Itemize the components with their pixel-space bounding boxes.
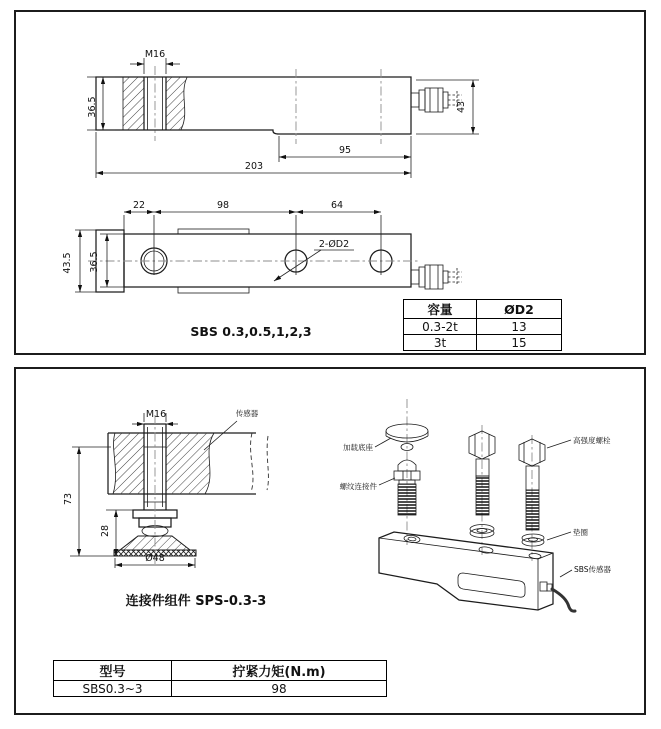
capacity-table-row (404, 319, 562, 335)
dim-22: 22 (132, 200, 146, 211)
side-view (87, 49, 479, 178)
d2-cell: 13 (477, 319, 562, 335)
model-label: SBS 0.3,0.5,1,2,3 (190, 324, 312, 339)
exploded-view (340, 399, 612, 611)
dim-36-5-side: 36.5 (87, 96, 98, 118)
panel-sbs-dimensions (14, 10, 646, 355)
panel-sps-assembly (14, 367, 646, 715)
threaded-connector-label: 螺纹连接件 (339, 482, 377, 491)
dim-203: 203 (244, 161, 264, 172)
torque-header: 拧紧力矩(N.m) (172, 661, 387, 681)
sbs-sensor-label: SBS传感器 (574, 565, 612, 574)
torque-table-row (54, 681, 387, 697)
capacity-table-row (404, 335, 562, 351)
capacity-header: 容量 (404, 300, 477, 319)
loading-base-label: 加载底座 (343, 443, 373, 452)
plan-view (62, 200, 462, 293)
dim-28: 28 (100, 524, 111, 538)
assembly-label: 连接件组件 SPS-0.3-3 (125, 594, 267, 609)
sensor-label: 传感器 (235, 409, 259, 418)
dim-43-5: 43.5 (62, 252, 73, 274)
dim-lines-36-5-plan (100, 234, 125, 287)
capacity-cell: 0.3-2t (404, 319, 477, 335)
model-header: 型号 (54, 661, 172, 681)
dim-36-5-plan: 36.5 (89, 251, 100, 273)
dim-48: Ø48 (145, 553, 165, 564)
torque-cell: 98 (172, 681, 387, 697)
sensor-phantom-edge (204, 421, 268, 492)
cable-connector-plan (411, 265, 462, 289)
dim-43: 43 (456, 100, 467, 114)
section-view (63, 408, 268, 568)
torque-table-header-row (54, 661, 387, 681)
capacity-table-header-row (404, 300, 562, 319)
model-cell: SBS0.3~3 (54, 681, 172, 697)
capacity-table (403, 299, 562, 351)
cable-connector-side (411, 88, 462, 112)
high-strength-bolt-label: 高强度螺栓 (573, 436, 611, 445)
load-cell-body (379, 532, 575, 611)
capacity-cell: 3t (404, 335, 477, 351)
threaded-connector-part (394, 460, 420, 515)
dim-m16: M16 (144, 49, 166, 60)
d2-header: ØD2 (477, 300, 562, 319)
dim-m16-sps: M16 (145, 409, 167, 420)
dim-98: 98 (216, 200, 230, 211)
dim-95: 95 (338, 145, 352, 156)
dim-64: 64 (330, 200, 344, 211)
hole-callout-2xD2: 2-ØD2 (318, 239, 350, 250)
d2-cell: 15 (477, 335, 562, 351)
torque-table (53, 660, 387, 697)
washer-label: 垫圈 (573, 528, 588, 537)
washer-right (522, 534, 544, 546)
centerlines-side (155, 66, 381, 144)
dim-73: 73 (63, 492, 74, 506)
